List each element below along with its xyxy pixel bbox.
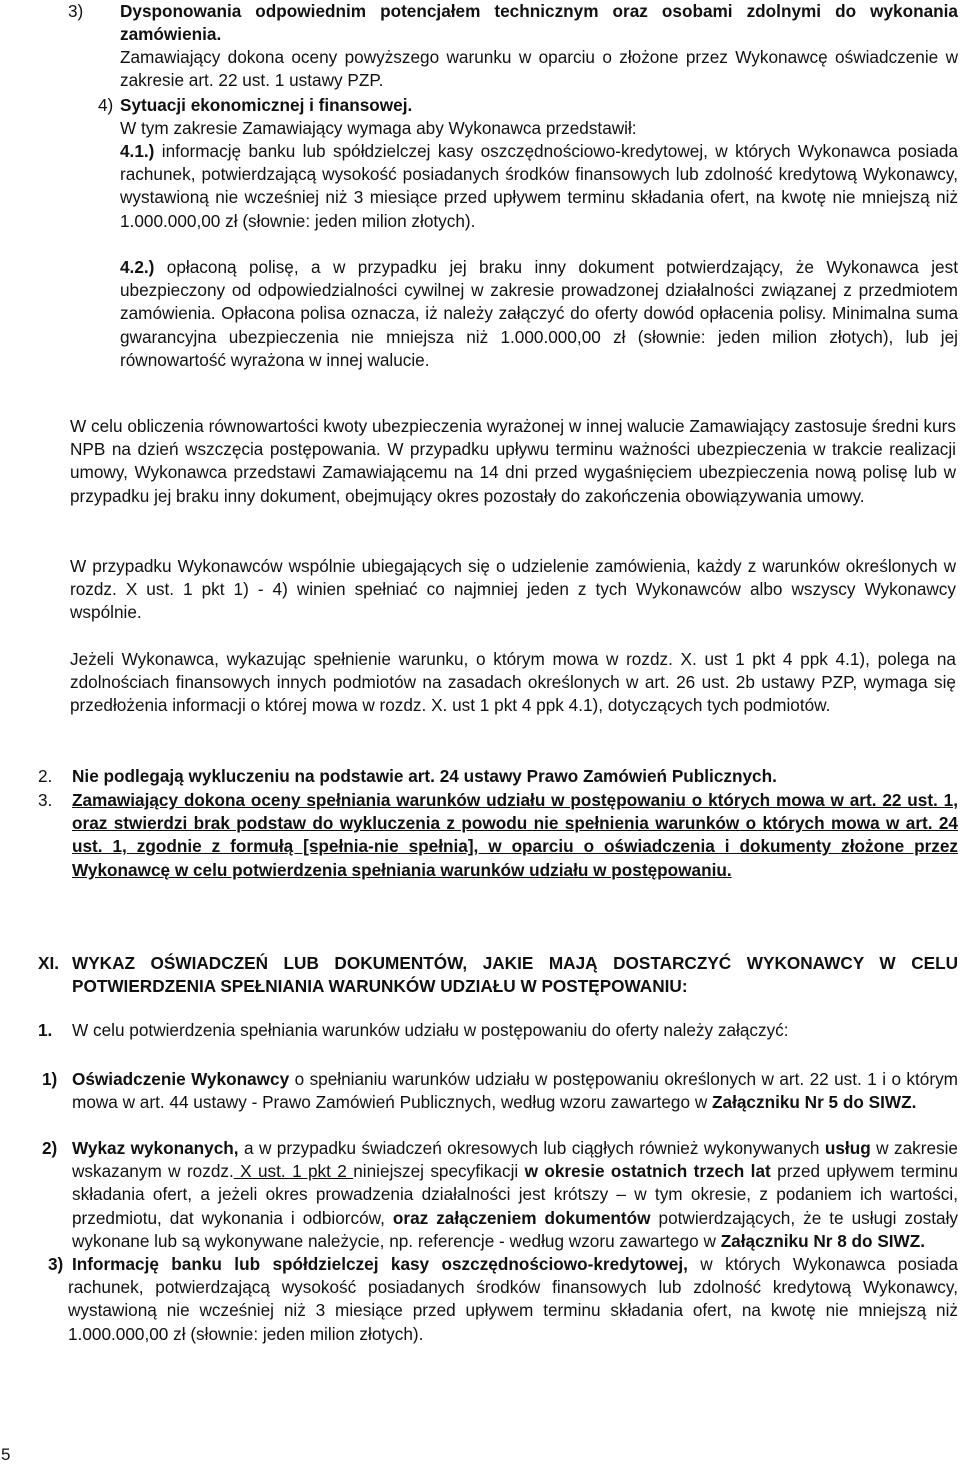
doc-item-2-services: usług — [824, 1138, 871, 1158]
doc-item-2-documents: oraz załączeniem dokumentów — [392, 1207, 651, 1228]
section-xi-point-1-text: W celu potwierdzenia spełniania warunków udziału w postępowaniu do oferty należy załączyć: — [72, 1020, 789, 1040]
doc-item-2-text-b: w zakresie wskazanym w rozdz. — [72, 1138, 958, 1182]
doc-item-3-text: w których Wykonawca posiada rachunek, potwierdzającą wysokość posiadanych środków finansowych lub zdolność kredytową Wykonawcy, wystawioną nie wcześniej niż 3 miesiące przed upływem terminu składania ofert, na kwotę nie mniejszą niż 1.000.000,00 zł (słownie: jeden milion złotych). — [68, 1254, 958, 1344]
subitem-4-2 — [120, 256, 958, 372]
section-xi-title: WYKAZ OŚWIADCZEŃ LUB DOKUMENTÓW, JAKIE MAJĄ DOSTARCZYĆ WYKONAWCY W CELU POTWIERDZENIA SPEŁNIANIA WARUNKÓW UDZIAŁU W POSTĘPOWANIU: — [72, 953, 958, 997]
doc-item-2-text-d: przed upływem terminu składania ofert, a jeżeli okres prowadzenia działalności jest krótszy – w tym okresie, z podaniem ich wartości, przedmiotu, dat wykonania i odbiorców, — [72, 1161, 958, 1228]
doc-item-2-text-c: niniejszej specyfikacji — [353, 1161, 525, 1182]
item3-note: Zamawiający dokona oceny powyższego warunku w oparciu o złożone przez Wykonawcę oświadczenie w zakresie art. 22 ust. 1 ustawy PZP. — [120, 47, 958, 91]
subitem-4-1-text: informację banku lub spółdzielczej kasy oszczędnościowo-kredytowej, w których Wykonawca posiada rachunek, potwierdzającą wysokość posiadanych środków finansowych lub zdolność kredytową Wykonawcy, wystawioną nie wcześniej niż 3 miesiące przed upływem terminu składania ofert, na kwotę nie mniejszą niż 1.000.000,00 zł (słownie: jeden milion złotych). — [120, 141, 958, 231]
subitem-4-2-number: 4.2.) — [120, 257, 155, 277]
doc-item-2-period: w okresie ostatnich trzech lat — [524, 1161, 771, 1182]
doc-item-2-marker: 2) — [42, 1138, 58, 1158]
subitem-4-1-number: 4.1.) — [120, 141, 155, 161]
page-number: 5 — [1, 1445, 11, 1464]
doc-item-2-title: Wykaz wykonanych, — [72, 1138, 239, 1158]
doc-item-2-text-a: a w przypadku świadczeń okresowych lub ciągłych również wykonywanych — [238, 1138, 825, 1158]
point-2-text: Nie podlegają wykluczeniu na podstawie art. 24 ustawy Prawo Zamówień Publicznych. — [72, 766, 777, 786]
doc-item-1-title: Oświadczenie Wykonawcy — [72, 1069, 290, 1089]
doc-item-3 — [68, 1253, 958, 1346]
item3-text: Dysponowania odpowiednim potencjałem technicznym oraz osobami zdolnymi do wykonania zamówienia. — [120, 1, 958, 45]
section-xi-marker: XI. — [38, 953, 60, 973]
doc-item-1 — [72, 1068, 958, 1114]
doc-item-3-marker: 3) — [48, 1254, 64, 1274]
subitem-4-1 — [120, 140, 958, 233]
paragraph-currency: W celu obliczenia równowartości kwoty ubezpieczenia wyrażonej w innej walucie Zamawiający zastosuje średni kurs NPB na dzień wszczęcia postępowania. W przypadku upływu terminu ważności ubezpieczenia w trakcie realizacji umowy, Wykonawca przedstawi Zamawiającemu na 14 dni przed wygaśnięciem ubezpieczenia nową polisę lub w przypadku jej braku inny dokument, obejmujący okres pozostały do zakończenia obowiązywania umowy. — [70, 416, 956, 506]
doc-item-1-marker: 1) — [42, 1069, 58, 1089]
point-3-text: Zamawiający dokona oceny spełniania warunków udziału w postępowaniu o których mowa w art. 22 ust. 1, oraz stwierdzi brak podstaw do wykluczenia z powodu nie spełnienia warunków o których mowa w art. 24 ust. 1, zgodnie z formułą [spełnia-nie spełnia], w oparciu o oświadczenia i dokumenty złożone przez Wykonawcę w celu potwierdzenia spełniania warunków udziału w postępowaniu. — [72, 790, 958, 880]
item3-marker: 3) — [68, 1, 84, 21]
section-xi-point-1-marker: 1. — [38, 1020, 53, 1040]
paragraph-other-entities: Jeżeli Wykonawca, wykazując spełnienie warunku, o którym mowa w rozdz. X. ust 1 pkt 4 ppk 4.1), polega na zdolnościach finansowych innych podmiotów na zasadach określonych w art. 26 ust. 2b ustawy PZP, wymaga się przedłożenia informacji o której mowa w rozdz. X. ust 1 pkt 4 ppk 4.1), dotyczących tych podmiotów. — [70, 649, 956, 716]
paragraph-joint-contractors: W przypadku Wykonawców wspólnie ubiegających się o udzielenie zamówienia, każdy z warunków określonych w rozdz. X ust. 1 pkt 1) - 4) winien spełniać co najmniej jeden z tych Wykonawców albo wszyscy Wykonawcy wspólnie. — [70, 556, 956, 623]
item4-note: W tym zakresie Zamawiający wymaga aby Wykonawca przedstawił: — [120, 118, 637, 138]
doc-item-1-annex: Załączniku Nr 5 do SIWZ. — [712, 1092, 917, 1113]
item4-marker: 4) — [98, 95, 114, 115]
item4-text: Sytuacji ekonomicznej i finansowej. — [120, 95, 413, 115]
doc-item-2 — [72, 1137, 958, 1253]
doc-item-3-title: Informację banku lub spółdzielczej kasy oszczędnościowo-kredytowej, — [72, 1254, 688, 1274]
doc-item-1-text: o spełnianiu warunków udziału w postępowaniu określonych w art. 22 ust. 1 i o którym mowa w art. 44 ustawy - Prawo Zamówień Publicznych, według wzoru zawartego w — [72, 1069, 958, 1113]
point-3-marker: 3. — [38, 790, 53, 810]
subitem-4-2-text: opłaconą polisę, a w przypadku jej braku inny dokument potwierdzający, że Wykonawca jest ubezpieczony od odpowiedzialności cywilnej w zakresie prowadzonej działalności związanej z przedmiotem zamówienia. Opłacona polisa oznacza, iż należy załączyć do oferty dowód opłacenia polisy. Minimalna suma gwarancyjna ubezpieczenia nie mniejsza niż 1.000.000,00 zł (słownie: jeden milion złotych), lub jej równowartość wyrażona w innej walucie. — [120, 257, 958, 370]
point-2-marker: 2. — [38, 766, 53, 786]
doc-item-2-annex: Załączniku Nr 8 do SIWZ. — [720, 1230, 926, 1251]
doc-item-2-text-e: potwierdzających, że te usługi zostały wykonane lub są wykonywane należycie, np. referencje - według wzoru zawartego w — [72, 1207, 958, 1251]
doc-item-2-reference: X ust. 1 pkt 2 — [233, 1161, 354, 1182]
